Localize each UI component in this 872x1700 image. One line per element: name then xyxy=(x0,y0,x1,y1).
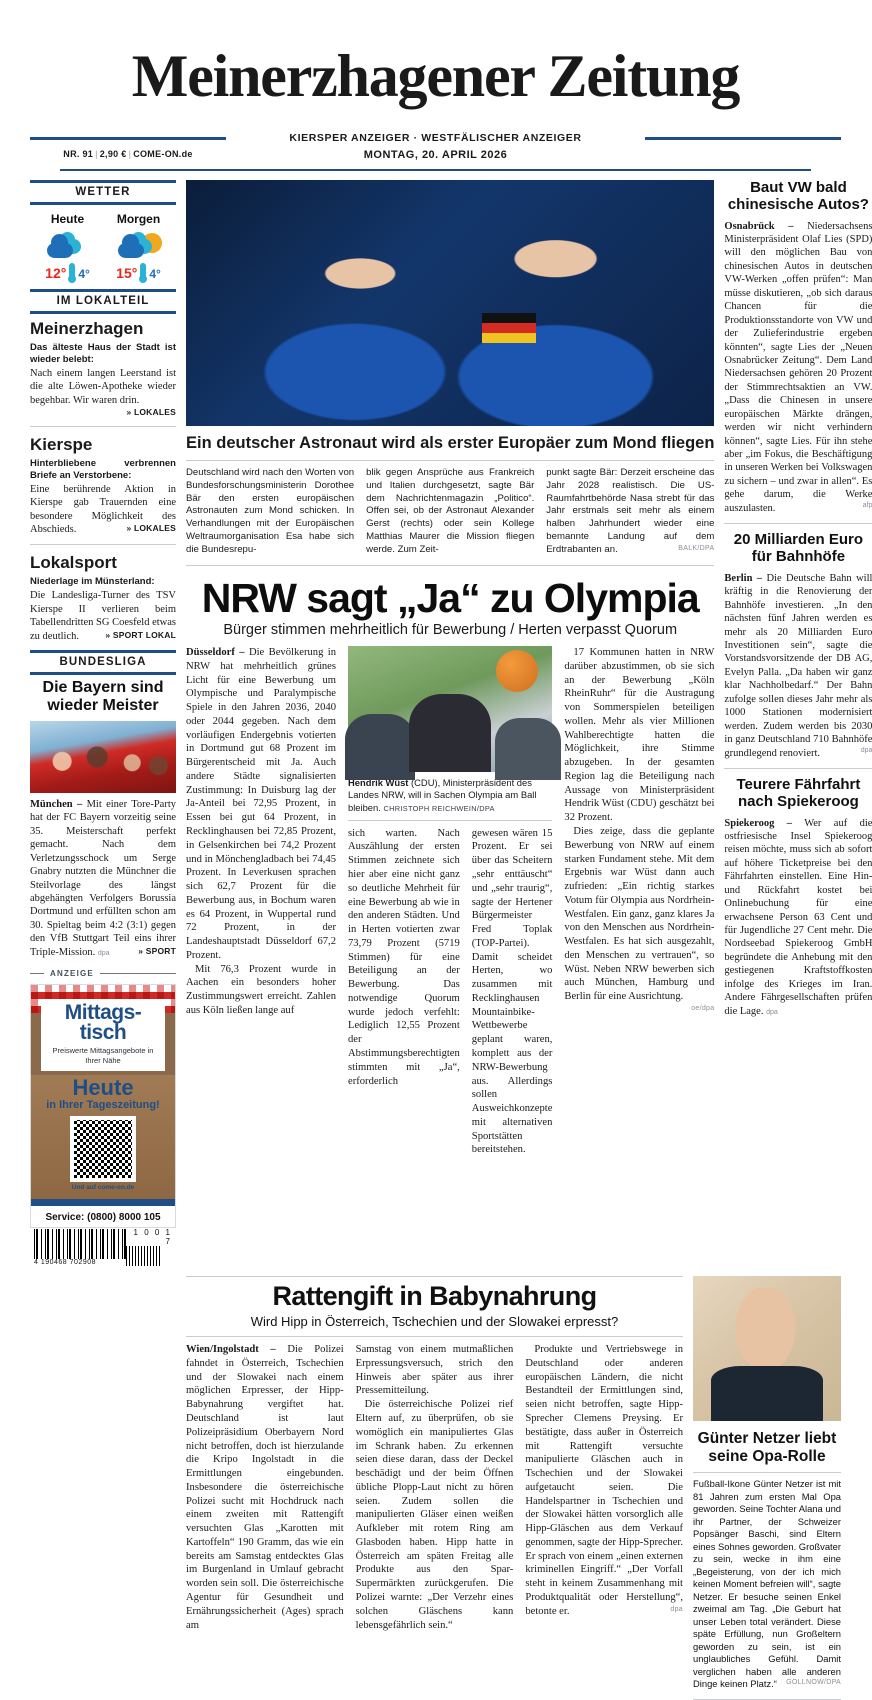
bundesliga-body xyxy=(30,798,176,959)
astronaut-col-3 xyxy=(546,467,714,556)
newspaper-title: Meinerzhagener Zeitung xyxy=(131,43,740,109)
ad-service-phone[interactable]: Service: (0800) 8000 105 xyxy=(45,1212,161,1224)
rattengift-col3-text: Produkte und Vertriebswege in Deutschland oder anderen europäischen Ländern, die nicht Bestandteil der Ermittlungen sind, seien nicht betroffen, sagte Hipp-Sprecher Clemens Preysing. Er bestätigte, dass außer in Österreich mit Rattengift versuchte manipulierte Gläschen auch in Tschechien und der Slowakei aufgetaucht seien. Die Handelspartner in Tschechien und der Slowakei hätten vorsorglich alle Hipp-Gläschen aus dem Verkauf genommen, sagte der Hipp-Sprecher. Er sprach von einem „einen externen kriminellen Eingriff.“ „Der Vorfall steht in keinem Zusammenhang mit Produktqualität oder Herstellung“, betonte er. xyxy=(525,1344,684,1617)
vw-headline[interactable]: Baut VW bald chinesische Autos? xyxy=(727,179,869,213)
barcode-icon xyxy=(34,1229,126,1259)
astronaut-credit: BALK/DPA xyxy=(678,544,715,552)
issue-line: NR. 91 | 2,90 € | COME-ON.de xyxy=(63,149,193,159)
temp-high: 12° xyxy=(45,265,67,281)
sidebar-body xyxy=(30,483,176,537)
nrw-credit: oe/dpa xyxy=(691,1004,715,1012)
barcode-issue-block xyxy=(126,1228,172,1266)
lokalteil-rule-2 xyxy=(30,311,176,314)
astronaut-columns xyxy=(186,461,714,556)
bundesliga-ref[interactable]: » SPORT xyxy=(138,945,176,956)
rattengift-article[interactable] xyxy=(186,1276,683,1700)
nrw-dateline: Düsseldorf – xyxy=(186,647,245,659)
header-meta-row xyxy=(30,149,841,161)
nrw-photo-caption xyxy=(348,772,552,814)
vw-dateline: Osnabrück – xyxy=(724,220,794,232)
rattengift-col1-text: Die Polizei fahndet in Österreich, Tschechien und der Slowakei nach einem möglichen Erpresser, der Hipp-Babynahrung vergiftet hat. Deutschland ist laut Polizeipräsidium Oberbayern Nord nicht betroffen, doch ist hierzulande die Kripo Ingolstadt in die Ermittlungen eingebunden. Insbesondere die österreichische Polizei sucht mit Hochdruck nach einem zweiten mit Rattengift versuchten Glas „Karotten mit Kartoffeln“ 190 Gramm, das wie ein bereits am Samstag entdecktes Glas im Burgenland in Umlauf gebracht worden sein soll. Die österreichische Agentur für Gesundheit und Ernährungssicherheit (Ages) sprach am xyxy=(186,1344,344,1631)
ad-subtitle: Preiswerte Mittagsangebote in Ihrer Nähe xyxy=(52,1046,154,1065)
caption-text: (CDU), Ministerpräsident des Landes NRW, will in Sachen Olympia am Ball bleiben. xyxy=(348,777,537,813)
bundesliga-rule-2 xyxy=(30,672,176,675)
article-vw[interactable] xyxy=(724,180,872,515)
rule-left xyxy=(30,137,226,140)
faehre-body xyxy=(724,817,872,1019)
nrw-col2-text: sich warten. Nach Auszählung der ersten Stimmen zeichnete sich hier aber eine nicht ganz so deutliche Mehrheit für eine Bewerbung ab wie in den anderen Städten. Und in Herten votierten zwar 73,79 Prozent (5719 Stimmen) für eine Beteiligung an der Bewerbung. Das notwendige Quorum wurde jedoch verfehlt: Lediglich 12,55 Prozent der Abstimmungsberechtigten stimmten mit „Ja“, erforderlich xyxy=(348,827,460,1087)
sidebar-story-meinerzhagen[interactable] xyxy=(30,319,176,418)
weather-temps xyxy=(107,263,171,281)
caption-name: Hendrik Wüst xyxy=(348,777,409,789)
astronaut-headline[interactable]: Ein deutscher Astronaut wird als erster Europäer zum Mond fliegen xyxy=(186,434,715,452)
rule-right xyxy=(645,137,841,140)
right-sidebar xyxy=(724,180,872,1270)
nrw-col-2 xyxy=(348,646,552,1157)
masthead-subtitle: KIERSPER ANZEIGER · WESTFÄLISCHER ANZEIGER xyxy=(289,132,582,144)
bundesliga-headline[interactable]: Die Bayern sind wieder Meister xyxy=(42,679,164,714)
netzer-article[interactable] xyxy=(693,1276,841,1700)
sidebar-lead: Hinterbliebene verbrennen Briefe an Verstorbene: xyxy=(30,457,176,481)
divider xyxy=(348,820,552,821)
astronaut-col-1: Deutschland wird nach den Worten von Bundesforschungsministerin Dorothee Bär den ersten europäischen Astronauten zum Mond schicken. In Verhandlungen mit der Europäischen Weltraumorganisation Esa habe sich die Bundesrepu- xyxy=(186,467,355,555)
cloud-sun-icon xyxy=(112,230,166,260)
issue-website[interactable]: COME-ON.de xyxy=(133,149,193,159)
weather-kicker: WETTER xyxy=(75,186,131,198)
wuest-basketball-photo xyxy=(348,646,552,772)
netzer-credit: GOLLNOW/DPA xyxy=(786,1679,841,1687)
rattengift-col2-text: Samstag von einem mutmaßlichen Erpressungsversuch, strich den Hinweis aber später aus ihrer Pressemitteilung. xyxy=(355,1344,514,1397)
thermometer-icon xyxy=(140,263,146,280)
ad-title-line1: Mittags- xyxy=(64,1001,142,1025)
ad-qr-caption: Und auf come-on.de xyxy=(71,1184,135,1192)
faehre-body-text: Wer auf die ostfriesische Insel Spiekeroog reisen möchte, muss sich ab sofort auf höhere Ticketpreise bei den Fährfahrten einstellen. Eine Hin- und Rückfahrt kostet bei Onlinebuchung für eine erwachsene Person 63 Cent und für Jugendliche 27 Cent mehr. Die Nordseebad Spiekeroog GmbH begründete die Anhebung mit den gestiegenen Kraftstoffkosten infolge des Krieges im Iran. Andere Fährgesellschaften prüfen die Lage. xyxy=(724,817,872,1017)
bahn-credit: dpa xyxy=(860,746,872,754)
cloud-icon xyxy=(41,230,95,260)
bahn-body-text: Die Deutsche Bahn will kräftig in die Renovierung der Bahnhöfe investieren. „In den nächsten fünf Jahren werden es mehr als 20 Milliarden Euro Investitionen sein“, sagte die Vorstandsvorsitzende der DB AG, Evelyn Palla. „Da haben wir ganz klar Nachholbedarf.“ Der Bahn zufolge sollen dieses Jahr mehr als 1000 Stationen modernisiert werden. Zudem werden bis 2030 in ganz Deutschland 710 Bahnhöfe grundlegend renoviert. xyxy=(724,572,872,759)
nrw-col2b-text: gewesen wären 15 Prozent. Er sei über das Scheitern „sehr enttäuscht“ und „sehr traurig“, sagte der Hertener Bürgermeister Fred Toplak (TOP-Partei). Damit scheidet Herten, wo zusammen mit Recklinghausen Mountainbike-Wettbewerbe geplant waren, komplett aus der NRW-Bewerbung aus. Allerdings sollen Ausweichkonzepte mit alternativen Sportstätten bereitstehen. xyxy=(471,827,553,1156)
left-sidebar xyxy=(30,180,176,1270)
netzer-body xyxy=(693,1473,841,1691)
divider xyxy=(186,1276,683,1277)
rattengift-col-1 xyxy=(186,1343,344,1632)
astronaut-col-2: blik gegen Ansprüche aus Frankreich und Italien durchgesetzt, sagte Bär dem Nachrichtenmagazin „Politico“. Offen sei, ob der Astronaut Alexander Gerst (rechts) oder sein Kollege Matthias Maurer die Mission fliegen werde. Zum Zeit- xyxy=(366,467,535,555)
issue-number: NR. 91 xyxy=(63,149,94,159)
sidebar-body-text: Eine berührende Aktion in Kierspe gab Trauernden eine besondere Möglichkeit des Abschieds. xyxy=(30,483,176,535)
qr-code-icon[interactable] xyxy=(70,1116,136,1182)
sidebar-ref[interactable]: » LOKALES xyxy=(126,523,176,533)
bottom-section xyxy=(30,1276,841,1700)
bundesliga-body-text: Mit einer Tore-Party hat der FC Bayern vorzeitig seine 35. Meisterschaft perfekt gemacht. Nach dem Verletzungsschock um Serge Gnabry nutzten die Münchner die Steilvorlage des längst abgehängten Verfolgers Borussia Dortmund und erfüllten schon am 30. Spieltag beim 4:2 (3:1) gegen den VfB Stuttgart Teil eins ihrer Triple-Mission. xyxy=(30,798,176,958)
weather-widget xyxy=(30,205,176,283)
anzeige-label: ANZEIGE xyxy=(50,969,94,979)
ad-wood-panel xyxy=(31,1075,175,1199)
nrw-col-1 xyxy=(186,646,336,1157)
page-grid xyxy=(30,179,872,1270)
issue-date: MONTAG, 20. APRIL 2026 xyxy=(363,149,508,161)
nrw-subhead: Bürger stimmen mehrheitlich für Bewerbung / Herten verpasst Quorum xyxy=(223,622,678,639)
sidebar-lead: Niederlage im Münsterland: xyxy=(30,576,155,588)
rattengift-col-3 xyxy=(525,1343,683,1632)
nrw-col3b xyxy=(564,825,715,1012)
sidebar-town: Meinerzhagen xyxy=(30,319,144,338)
article-spiekeroog[interactable] xyxy=(724,777,872,1018)
bahn-dateline: Berlin – xyxy=(724,572,763,584)
nrw-col1b-text: Mit 76,3 Prozent wurde in Aachen ein besonders hoher Zustimmungswert erreicht. Zahlen aus Köln ließen lange auf xyxy=(186,963,336,1016)
sidebar-ref[interactable]: » SPORT LOKAL xyxy=(105,629,176,640)
temp-low: 4° xyxy=(78,267,90,281)
ad-title-line2: tisch xyxy=(79,1021,127,1045)
temp-high: 15° xyxy=(116,265,138,281)
rattengift-headline[interactable]: Rattengift in Babynahrung xyxy=(272,1281,597,1312)
temp-low: 4° xyxy=(149,267,161,281)
nrw-col-3 xyxy=(564,646,714,1157)
main-content xyxy=(186,180,714,1270)
sidebar-body xyxy=(30,367,176,418)
nrw-columns xyxy=(186,646,714,1157)
sidebar-lead: Das älteste Haus der Stadt ist wieder belebt: xyxy=(30,342,176,365)
bundesliga-kicker: BUNDESLIGA xyxy=(59,656,147,669)
bahn-body xyxy=(724,572,872,760)
vw-body xyxy=(724,220,872,516)
caption-credit: CHRISTOPH REICHWEIN/DPA xyxy=(383,803,495,813)
masthead-bottom-rule xyxy=(60,169,811,171)
sidebar-story-kierspe[interactable] xyxy=(30,435,176,537)
issue-code: 1 0 0 1 7 xyxy=(133,1228,172,1247)
divider xyxy=(30,544,176,545)
weather-day-label: Morgen xyxy=(116,212,161,226)
nrw-headline[interactable]: NRW sagt „Ja“ zu Olympia xyxy=(201,575,699,622)
sidebar-town: Lokalsport xyxy=(30,553,117,573)
divider xyxy=(30,426,176,427)
weather-day-tomorrow xyxy=(107,212,171,281)
rattengift-col2b-text: Die österreichische Polizei rief Eltern auf, zu überprüfen, ob sie womöglich ein manipuliertes Glas im Schrank haben. Zu erkennen seien diese daran, dass der Deckel beschädigt und der beim Öffnen übliche Plopp-Laut nicht zu hören seien. Zudem sollen die manipulierten Gläser einen weißen Aufkleber mit rotem Ring am Glasboden haben. Hipp hatte in Österreich am späten Freitag alle Produkte aus den Spar-Supermärkten zurückgerufen. Die Polizei warnte: „Der Verzehr eines solchen Gläschens kann lebensgefährlich sein.“ xyxy=(355,1399,514,1631)
rattengift-subhead: Wird Hipp in Österreich, Tschechien und der Slowakei erpresst? xyxy=(250,1314,619,1330)
bayern-celebration-photo xyxy=(30,721,176,793)
barcode-main-block xyxy=(34,1229,126,1266)
issue-price: 2,90 € xyxy=(99,149,127,159)
astronauts-esa-photo xyxy=(186,180,714,426)
divider xyxy=(724,523,872,524)
sidebar-body xyxy=(30,589,176,643)
rattengift-credit: dpa xyxy=(670,1605,684,1613)
weather-day-today xyxy=(36,212,100,281)
masthead xyxy=(30,0,841,161)
divider xyxy=(186,565,714,566)
sidebar-town: Kierspe xyxy=(30,434,93,454)
lokalteil-kicker: IM LOKALTEIL xyxy=(56,295,150,307)
faehre-credit: dpa xyxy=(766,1008,778,1016)
nrw-col1-text: Die Bevölkerung in NRW hat mehrheitlich grünes Licht für eine Bewerbung um Olympische und Paralympische Spiele in den Jahren 2036, 2040 oder 2044 gegeben. Nach dem vorläufigen Endergebnis votierten in Dortmund gut 68 Prozent im Bürgerentscheid mit Ja. Auch andere Städte signalisierten Zustimmung: In Duisburg lag der Ja-Anteil bei 72,95 Prozent, in Essen bei gut 64 Prozent, in Recklinghausen bei 72,85 Prozent, in Gelsenkirchen bei 74,2 Prozent und in Mönchengladbach bei 74,45 Prozent. In Leverkusen sprachen sich 62,7 Prozent für die Bewerbung aus, in Bochum waren es 64 Prozent, in Wuppertal rund 72 Prozent, in der Landeshauptstadt Düsseldorf 67,2 Prozent. xyxy=(186,647,337,961)
sidebar-body-text: Nach einem langen Leerstand ist die alte Löwen-Apotheke wieder begehbar. Wir waren drin. xyxy=(30,367,176,406)
netzer-headline[interactable]: Günter Netzer liebt seine Opa-Rolle xyxy=(697,1430,837,1466)
anzeige-label-row xyxy=(30,969,176,978)
rattengift-columns xyxy=(186,1337,683,1632)
ad-inner xyxy=(31,985,175,1206)
weather-day-label: Heute xyxy=(50,212,85,226)
advertisement-mittagstisch[interactable] xyxy=(30,984,176,1228)
nrw-subcolumns xyxy=(348,827,552,1157)
barcode-small-icon xyxy=(126,1246,160,1266)
barcode-row xyxy=(30,1228,176,1270)
vw-credit: afp xyxy=(862,501,872,509)
nrw-col3b-text: Dies zeige, dass die geplante Bewerbung von NRW auf einem starken Fundament stehe. Mit dem Ergebnis war Wüst dann auch zufrieden: „Ein richtig starkes Votum für Olympia aus Nordrhein-Westfalen. Ein ganz, ganz klares Ja von den Menschen aus Nordrhein-Westfalen. Es hat sich ausgezahlt, den Menschen zu vertrauen“, so Wüst. Neben NRW bewerben sich auch München, Hamburg und Berlin für eine Ausrichtung. xyxy=(564,826,715,1003)
divider xyxy=(724,768,872,769)
bundesliga-credit: dpa xyxy=(97,949,110,957)
rattengift-dateline: Wien/Ingolstadt – xyxy=(186,1344,276,1356)
vw-body-text: Niedersachsens Ministerpräsident Olaf Lies (SPD) will den möglichen Bau von chinesischen Autos in deutschen VW-Werken „offen prüfen“: Man müsse diskutieren, „ob sich daraus Chancen für die Produktionsstandorte von VW und der Zulieferindustrie ergeben könnten“, sagte Lies der „Neuen Osnabrücker Zeitung“. Dem Land Niedersachsen gehören 20 Prozent der Stimmrechtsaktien an VW. „Dass die Chinesen in unsere europäischen Märkte drängen, werden wir nicht verhindern können“, sagte Lies. Für ihn stehe aber „im Fokus, die Beschäftigung in unseren Werken bei Volkswagen zu sichern – und zwar in allen“. Es gehe darum, die Werke auszulasten. xyxy=(724,220,872,514)
sidebar-body-text: Die Landesliga-Turner des TSV Kierspe II verlieren beim Tabellendritten SG Coesfeld etwas zu deutlich. xyxy=(30,590,176,642)
guenter-netzer-portrait xyxy=(693,1276,841,1421)
netzer-body-text: Fußball-Ikone Günter Netzer ist mit 81 Jahren zum ersten Mal Opa geworden. Seine Tochter Alana und ihr Partner, der Schweizer Popsänger Baschi, sind Eltern eines Sohnes geworden. Großvater zu sein, wecke in ihm eine „Begeisterung, von der ich mich keinen Moment befreien will“, sagte Netzer. Er besuche seinen Enkel zweimal am Tag. „Die Geburt hat unser Leben total verändert. Diese späte Erfüllung, nun Großeltern geworden zu sein, ist ein unglaubliches Gefühl. Damit verglichen haben alle anderen Dinge keinen Platz.“ xyxy=(693,1478,841,1690)
ad-title-block xyxy=(41,999,165,1071)
ad-tagline: in Ihrer Tageszeitung! xyxy=(46,1099,160,1112)
faehre-dateline: Spiekeroog – xyxy=(724,817,793,829)
article-bahnhoefe[interactable] xyxy=(724,532,872,760)
weather-temps xyxy=(36,263,100,281)
bahn-headline[interactable]: 20 Milliarden Euro für Bahnhöfe xyxy=(733,531,863,566)
astronaut-col-3-text: punkt sagte Bär: Derzeit erscheine das Jahr 2028 realistisch. Die US-Raumfahrtbehörde Nasa strebt für das Jahr erstmals seit mehr als einem halben Jahrhundert wieder eine bemannte Landung auf dem Erdtrabanten an. xyxy=(546,467,715,555)
thermometer-icon xyxy=(69,263,75,280)
sidebar-story-lokalsport[interactable] xyxy=(30,553,176,643)
sidebar-ref[interactable]: » LOKALES xyxy=(126,407,176,418)
bundesliga-dateline: München – xyxy=(30,798,83,810)
ad-heute: Heute xyxy=(72,1075,134,1101)
nrw-col3-text: 17 Kommunen hatten in NRW darüber abzustimmen, ob sie sich an der Bewerbung „Köln RheinRuhr“ für die Austragung von Sommerspielen beteiligen wollen. Mehr als vier Millionen Wahlberechtigte hatten die Möglichkeit, ihre Stimme abzugeben. In der gesamten Region lag die Beteiligung nach Aussage von Ministerpräsident Hendrik Wüst (CDU) geschätzt bei 32 Prozent. xyxy=(564,647,715,824)
ad-blue-bar xyxy=(31,1199,175,1206)
barcode-number: 4 190468 702908 xyxy=(34,1259,96,1267)
masthead-rule-row xyxy=(30,132,841,144)
faehre-headline[interactable]: Teurere Fährfahrt nach Spiekeroog xyxy=(736,775,861,810)
rattengift-col-2 xyxy=(356,1343,514,1632)
